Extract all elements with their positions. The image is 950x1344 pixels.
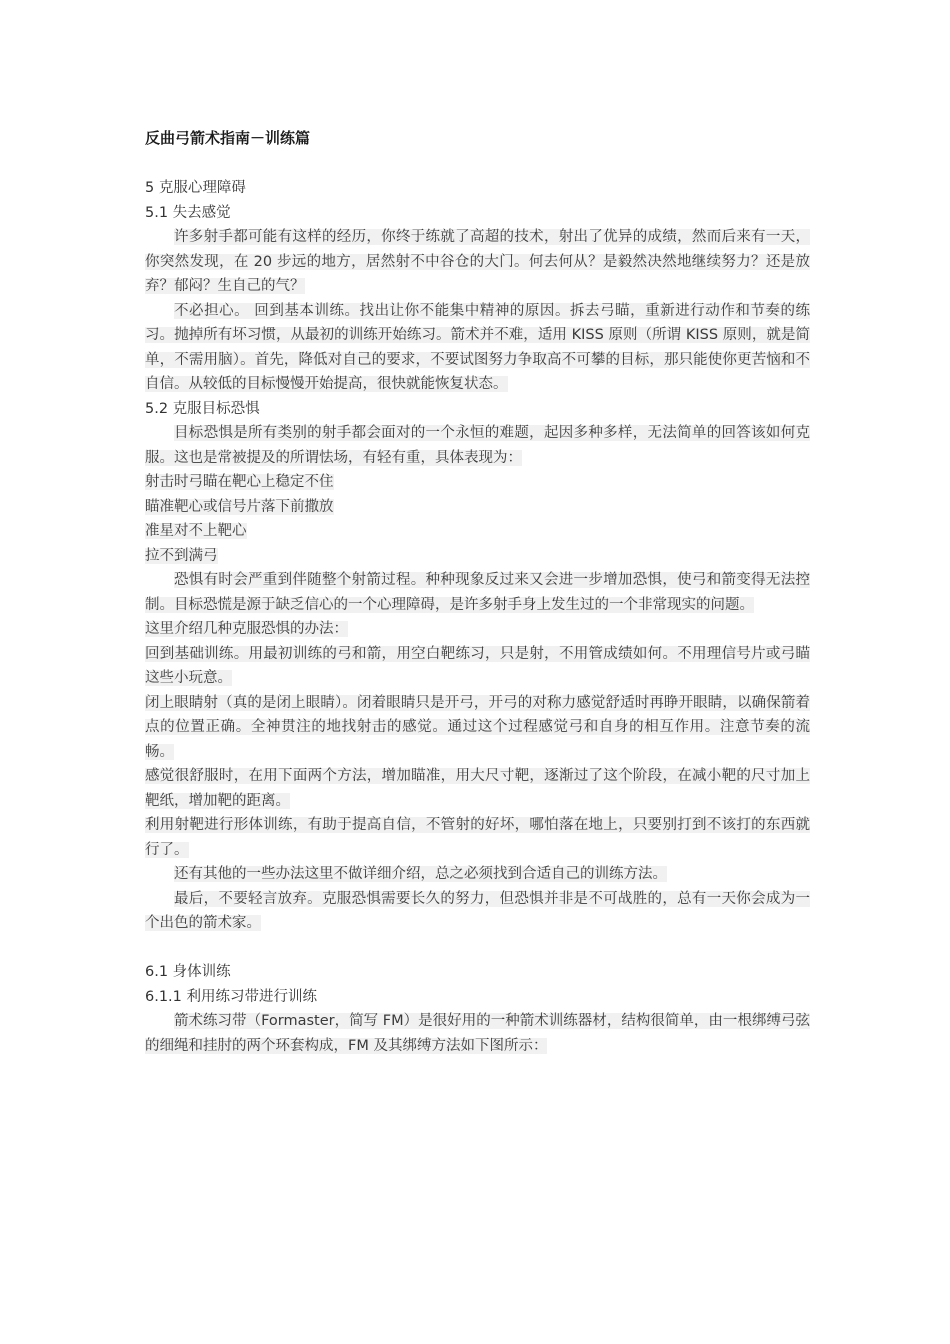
paragraph: 回到基础训练。用最初训练的弓和箭，用空白靶练习，只是射，不用管成绩如何。不用理信号片或弓瞄这些小玩意。 xyxy=(145,645,810,686)
section-heading-5-2: 5.2 克服目标恐惧 xyxy=(145,400,260,417)
blank-line xyxy=(145,936,810,961)
paragraph: 还有其他的一些办法这里不做详细介绍，总之必须找到合适自己的训练方法。 xyxy=(174,866,667,882)
paragraph: 许多射手都可能有这样的经历，你终于练就了高超的技术，射出了优异的成绩，然而后来有一天，你突然发现，在 20 步远的地方，居然射不中谷仓的大门。何去何从？是毅然决然地继续努力？还是放弃？郁闷？生自己的气？ xyxy=(145,229,810,294)
section-heading-5: 5 克服心理障碍 xyxy=(145,180,246,196)
paragraph: 利用射靶进行形体训练，有助于提高自信，不管射的好坏，哪怕落在地上，只要别打到不该打的东西就行了。 xyxy=(145,817,810,858)
symptom-line: 准星对不上靶心 xyxy=(145,523,247,539)
document-page xyxy=(145,128,810,1058)
paragraph: 目标恐惧是所有类别的射手都会面对的一个永恒的难题，起因多种多样，无法简单的回答该如何克服。这也是常被提及的所谓怯场，有轻有重，具体表现为： xyxy=(145,425,810,466)
section-heading-5-1: 5.1 失去感觉 xyxy=(145,204,231,221)
section-heading-6-1: 6.1 身体训练 xyxy=(145,964,231,980)
paragraph: 闭上眼睛射（真的是闭上眼睛）。闭着眼睛只是开弓，开弓的对称力感觉舒适时再睁开眼睛，以确保箭着点的位置正确。全神贯注的地找射击的感觉。通过这个过程感觉弓和自身的相互作用。注意节奏的流畅。 xyxy=(145,694,810,760)
document-title: 反曲弓箭术指南－训练篇 xyxy=(145,129,311,147)
paragraph: 最后，不要轻言放弃。克服恐惧需要长久的努力，但恐惧并非是不可战胜的，总有一天你会成为一个出色的箭术家。 xyxy=(145,890,810,931)
paragraph: 箭术练习带（Formaster，简写 FM）是很好用的一种箭术训练器材，结构很简单，由一根绑缚弓弦的细绳和挂肘的两个环套构成，FM 及其绑缚方法如下图所示： xyxy=(145,1013,810,1054)
symptom-line: 射击时弓瞄在靶心上稳定不住 xyxy=(145,474,334,490)
section-heading-6-1-1: 6.1.1 利用练习带进行训练 xyxy=(145,988,318,1005)
symptom-line: 瞄准靶心或信号片落下前撒放 xyxy=(145,498,334,515)
symptom-line: 拉不到满弓 xyxy=(145,547,218,564)
paragraph: 这里介绍几种克服恐惧的办法： xyxy=(145,621,348,637)
paragraph: 恐惧有时会严重到伴随整个射箭过程。种种现象反过来又会进一步增加恐惧，使弓和箭变得无法控制。目标恐慌是源于缺乏信心的一个心理障碍，是许多射手身上发生过的一个非常现实的问题。 xyxy=(145,572,810,613)
paragraph: 不必担心。 回到基本训练。找出让你不能集中精神的原因。拆去弓瞄，重新进行动作和节奏的练习。抛掉所有坏习惯，从最初的训练开始练习。箭术并不难，适用 KISS 原则（所谓 KISS 原则，就是简单，不需用脑）。首先，降低对自己的要求，不要试图努力争取高不可攀的目标，那只能使你更苦恼和不自信。从较低的目标慢慢开始提高，很快就能恢复状态。 xyxy=(145,302,810,392)
paragraph: 感觉很舒服时，在用下面两个方法，增加瞄准，用大尺寸靶，逐渐过了这个阶段，在减小靶的尺寸加上靶纸，增加靶的距离。 xyxy=(145,768,810,809)
